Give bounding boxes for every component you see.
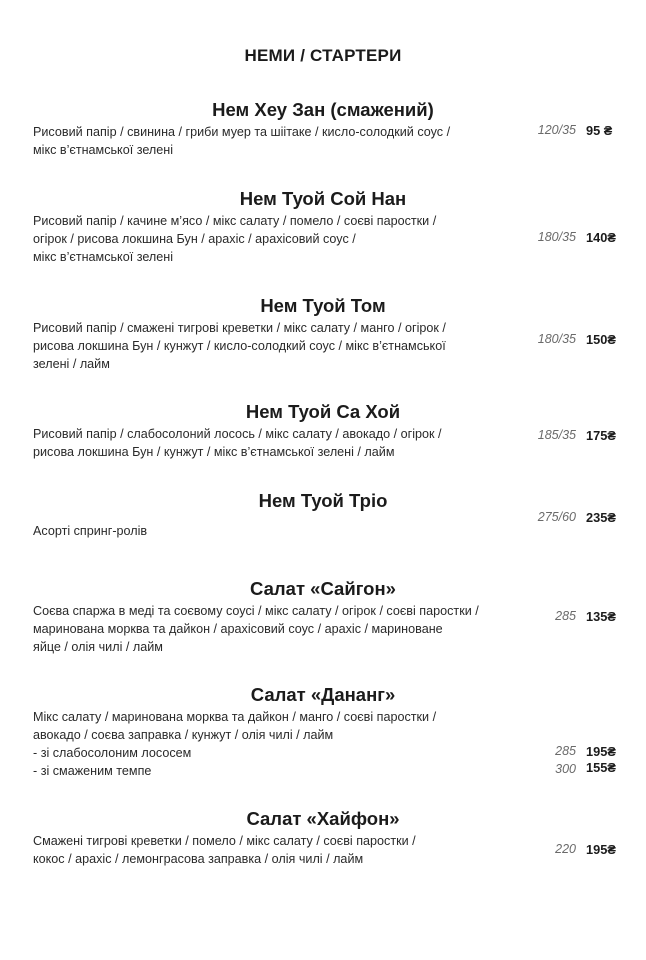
option-salmon-price: 195₴ <box>586 744 616 759</box>
item-name: Салат «Дананг» <box>250 684 396 705</box>
item-description: Соєва спаржа в меді та соєвому соусі / мікс салату / огірок / соєві паростки / маринована морква та дайкон / арахісовий соус / арахіс / мариноване яйце / олія чилі / лайм <box>33 604 479 654</box>
item-price: 175₴ <box>586 428 616 443</box>
menu-item-nem-kheu-zan <box>0 99 646 159</box>
item-name: Нем Туой Сой Нан <box>239 188 407 209</box>
item-description: Мікс салату / маринована морква та дайкон / манго / соєві паростки / авокадо / соєва заправка / кунжут / олія чилі / лайм - зі слабосолоним лососем - зі смаженим темпе <box>0 708 513 780</box>
item-price: 140₴ <box>586 230 616 245</box>
item-price: 150₴ <box>586 332 616 347</box>
option-salmon-weight: 285 <box>555 744 576 758</box>
item-weight: 185/35 <box>537 428 576 442</box>
menu-item-salad-danang <box>0 684 646 780</box>
item-weight: 180/35 <box>537 332 576 346</box>
item-price: 195₴ <box>586 842 616 857</box>
item-name: Салат «Хайфон» <box>246 808 400 829</box>
option-tempeh: - зі смаженим темпе <box>33 764 152 778</box>
item-description: Рисовий папір / слабосолоний лосось / мікс салату / авокадо / огірок / рисова локшина Бун / кунжут / мікс в’єтнамської зелені / лайм <box>33 427 442 459</box>
item-description: Рисовий папір / свинина / гриби муер та шіітаке / кисло-солодкий соус / мікс в’єтнамської зелені <box>33 125 451 157</box>
item-name: Нем Туой Са Хой <box>245 401 401 422</box>
item-price: 235₴ <box>586 510 616 525</box>
option-tempeh-weight: 300 <box>555 762 576 776</box>
item-name: Нем Туой Тріо <box>258 490 388 511</box>
item-name: Салат «Сайгон» <box>250 578 396 599</box>
item-description: Асорті спринг-ролів <box>33 524 148 538</box>
item-name: Нем Хеу Зан (смажений) <box>212 99 434 120</box>
item-weight: 285 <box>555 609 576 623</box>
item-weight: 220 <box>555 842 576 856</box>
menu-item-nem-tuoi-soi-nan <box>0 188 646 266</box>
option-salmon: - зі слабосолоним лососем <box>33 746 192 760</box>
menu-item-salad-saigon <box>0 578 646 656</box>
item-name: Нем Туой Том <box>260 295 386 316</box>
option-tempeh-price: 155₴ <box>586 760 616 775</box>
item-weight: 120/35 <box>537 123 576 137</box>
item-description: Смажені тигрові креветки / помело / мікс салату / соєві паростки / кокос / арахіс / лемонграсова заправка / олія чилі / лайм <box>33 834 416 866</box>
item-weight: 180/35 <box>537 230 576 244</box>
item-price: 135₴ <box>586 609 616 624</box>
item-price: 95 ₴ <box>586 123 613 138</box>
item-description: Рисовий папір / смажені тигрові креветки / мікс салату / манго / огірок / рисова локшина Бун / кунжут / кисло-солодкий соус / мікс в’єтнамської зелені / лайм <box>33 321 446 371</box>
item-weight: 275/60 <box>537 510 576 524</box>
section-title: НЕМИ / СТАРТЕРИ <box>244 46 402 65</box>
menu-item-nem-tuoi-sa-khoi <box>0 401 646 461</box>
menu-item-nem-tuoi-trio <box>0 490 646 540</box>
menu-item-nem-tuoi-tom <box>0 295 646 373</box>
item-description: Рисовий папір / качине м’ясо / мікс салату / помело / соєві паростки / огірок / рисова локшина Бун / арахіс / арахісовий соус / мікс в’єтнамської зелені <box>33 214 437 264</box>
menu-item-salad-haiphong <box>0 808 646 868</box>
